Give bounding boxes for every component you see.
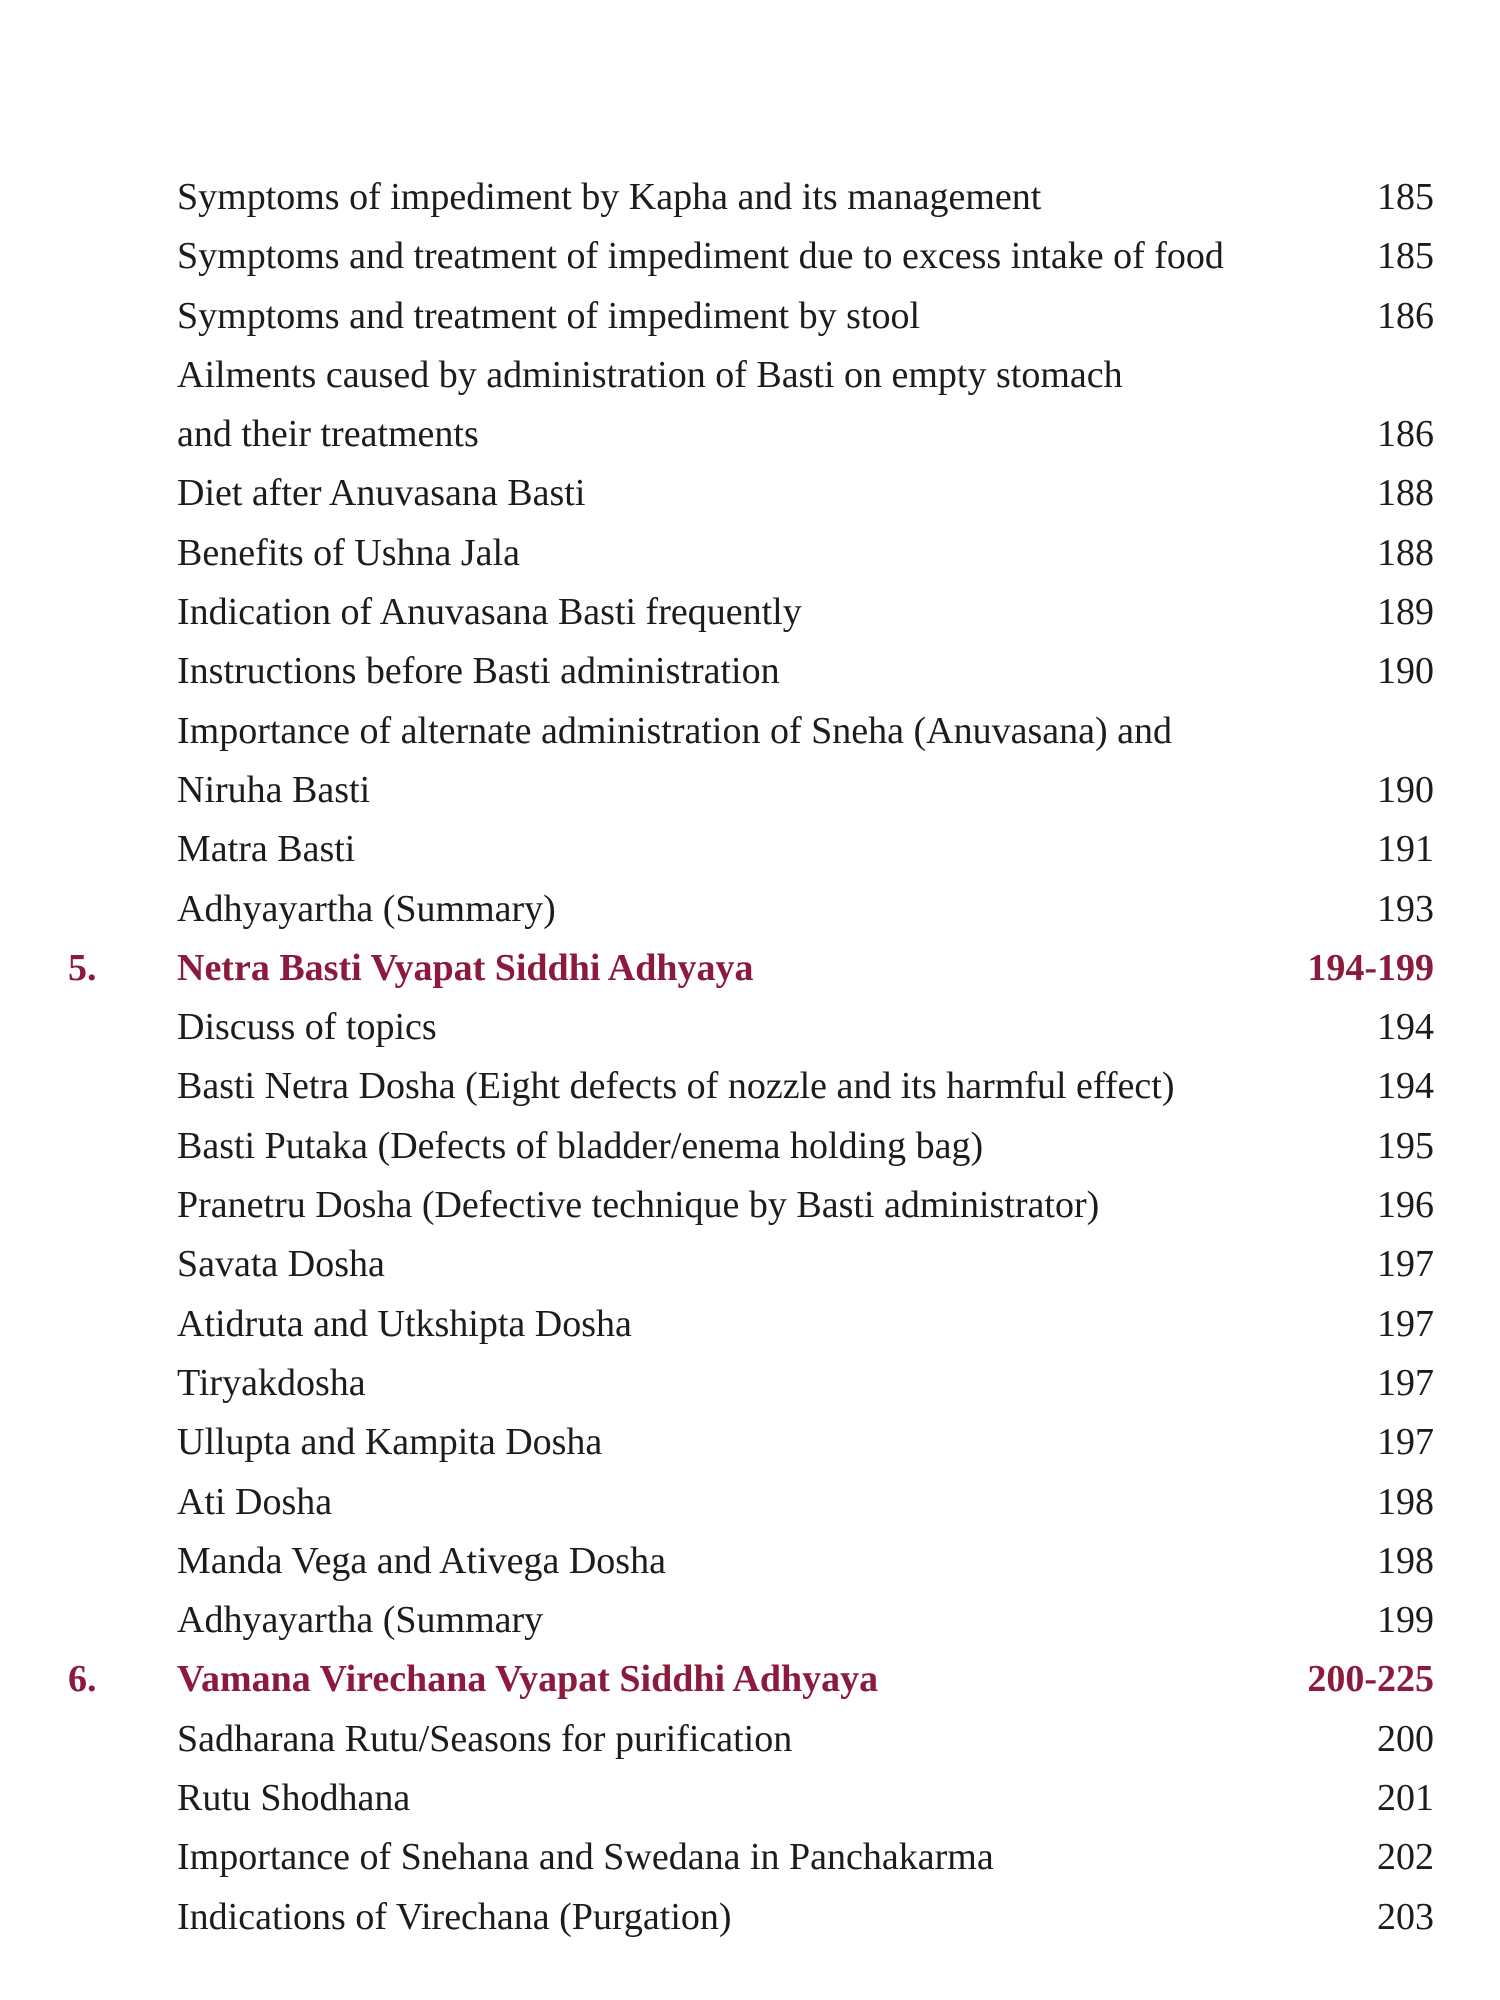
- toc-entry-row: [0, 1591, 1500, 1650]
- entry-title: Diet after Anuvasana Basti: [177, 472, 586, 515]
- toc-entry-row: [0, 405, 1500, 464]
- entry-page-number: 191: [1377, 828, 1434, 871]
- entry-title: Matra Basti: [177, 828, 356, 871]
- entry-page-number: 185: [1377, 235, 1434, 278]
- entry-page-number: 188: [1377, 531, 1434, 574]
- toc-entry-row: [0, 1117, 1500, 1176]
- entry-page-number: 198: [1377, 1480, 1434, 1523]
- entry-page-number: 193: [1377, 887, 1434, 930]
- entry-title: Importance of Snehana and Swedana in Panchakarma: [177, 1836, 994, 1879]
- toc-entry-row: [0, 346, 1500, 405]
- entry-title: Discuss of topics: [177, 1006, 437, 1049]
- entry-title: Symptoms and treatment of impediment by stool: [177, 294, 921, 337]
- entry-page-number: 188: [1377, 472, 1434, 515]
- toc-entry-row: [0, 1888, 1500, 1947]
- entry-page-number: 202: [1377, 1836, 1434, 1879]
- entry-title: Niruha Basti: [177, 768, 371, 811]
- entry-title: Basti Netra Dosha (Eight defects of nozzle and its harmful effect): [177, 1065, 1175, 1108]
- toc-entry-row: [0, 1532, 1500, 1591]
- toc-chapter-row: [0, 1650, 1500, 1709]
- entry-page-number: 199: [1377, 1599, 1434, 1642]
- chapter-page-range: 200-225: [1307, 1658, 1434, 1701]
- entry-title: Ati Dosha: [177, 1480, 333, 1523]
- entry-title: Manda Vega and Ativega Dosha: [177, 1539, 666, 1582]
- entry-page-number: 197: [1377, 1361, 1434, 1404]
- entry-title: Symptoms of impediment by Kapha and its management: [177, 176, 1042, 218]
- toc-entry-row: [0, 524, 1500, 583]
- toc-entry-row: [0, 1710, 1500, 1769]
- entry-title: Tiryakdosha: [177, 1361, 366, 1404]
- entry-title: Symptoms and treatment of impediment due to excess intake of food: [177, 235, 1224, 278]
- toc-entry-row: [0, 1828, 1500, 1887]
- chapter-number: 6.: [68, 1658, 97, 1701]
- entry-title: Ullupta and Kampita Dosha: [177, 1421, 603, 1464]
- entry-title: Savata Dosha: [177, 1243, 385, 1286]
- entry-page-number: 197: [1377, 1302, 1434, 1345]
- entry-title: Rutu Shodhana: [177, 1777, 411, 1820]
- entry-page-number: 197: [1377, 1421, 1434, 1464]
- entry-title: Importance of alternate administration of Sneha (Anuvasana) and: [177, 709, 1173, 752]
- toc-entry-row: [0, 761, 1500, 820]
- toc-entry-row: [0, 1176, 1500, 1235]
- toc-entry-row: [0, 702, 1500, 761]
- toc-entry-row: [0, 464, 1500, 523]
- entry-page-number: 186: [1377, 294, 1434, 337]
- toc-chapter-row: [0, 939, 1500, 998]
- entry-page-number: 186: [1377, 413, 1434, 456]
- toc-entry-row: [0, 880, 1500, 939]
- entry-page-number: 190: [1377, 650, 1434, 693]
- toc-entry-row: [0, 1473, 1500, 1532]
- toc-entry-row: [0, 1769, 1500, 1828]
- toc-entry-row: [0, 998, 1500, 1057]
- chapter-title: Vamana Virechana Vyapat Siddhi Adhyaya: [177, 1658, 879, 1701]
- table-of-contents: [0, 168, 1500, 1947]
- entry-title: Indications of Virechana (Purgation): [177, 1895, 732, 1938]
- entry-page-number: 198: [1377, 1539, 1434, 1582]
- entry-page-number: 190: [1377, 768, 1434, 811]
- toc-entry-row: [0, 287, 1500, 346]
- toc-entry-row: [0, 1235, 1500, 1294]
- entry-page-number: 185: [1377, 176, 1434, 218]
- entry-title: Basti Putaka (Defects of bladder/enema holding bag): [177, 1124, 984, 1167]
- entry-title: Instructions before Basti administration: [177, 650, 780, 693]
- chapter-title: Netra Basti Vyapat Siddhi Adhyaya: [177, 946, 754, 989]
- toc-entry-row: [0, 583, 1500, 642]
- entry-title: Indication of Anuvasana Basti frequently: [177, 591, 802, 634]
- toc-entry-row: [0, 820, 1500, 879]
- entry-page-number: 201: [1377, 1777, 1434, 1820]
- entry-page-number: 196: [1377, 1184, 1434, 1227]
- entry-title: Pranetru Dosha (Defective technique by Basti administrator): [177, 1184, 1100, 1227]
- toc-entry-row: [0, 168, 1500, 227]
- entry-title: Benefits of Ushna Jala: [177, 531, 520, 574]
- entry-title: and their treatments: [177, 413, 479, 456]
- toc-entry-row: [0, 1413, 1500, 1472]
- entry-title: Ailments caused by administration of Basti on empty stomach: [177, 353, 1123, 396]
- entry-page-number: 203: [1377, 1895, 1434, 1938]
- chapter-page-range: 194-199: [1307, 946, 1434, 989]
- entry-title: Sadharana Rutu/Seasons for purification: [177, 1717, 793, 1760]
- entry-page-number: 194: [1377, 1065, 1434, 1108]
- entry-page-number: 194: [1377, 1006, 1434, 1049]
- toc-entry-row: [0, 1354, 1500, 1413]
- chapter-number: 5.: [68, 946, 97, 989]
- entry-title: Adhyayartha (Summary): [177, 887, 556, 930]
- toc-entry-row: [0, 227, 1500, 286]
- entry-title: Atidruta and Utkshipta Dosha: [177, 1302, 632, 1345]
- toc-entry-row: [0, 642, 1500, 701]
- entry-page-number: 189: [1377, 591, 1434, 634]
- toc-entry-row: [0, 1057, 1500, 1116]
- entry-page-number: 197: [1377, 1243, 1434, 1286]
- entry-page-number: 195: [1377, 1124, 1434, 1167]
- entry-title: Adhyayartha (Summary: [177, 1599, 544, 1642]
- toc-entry-row: [0, 1295, 1500, 1354]
- entry-page-number: 200: [1377, 1717, 1434, 1760]
